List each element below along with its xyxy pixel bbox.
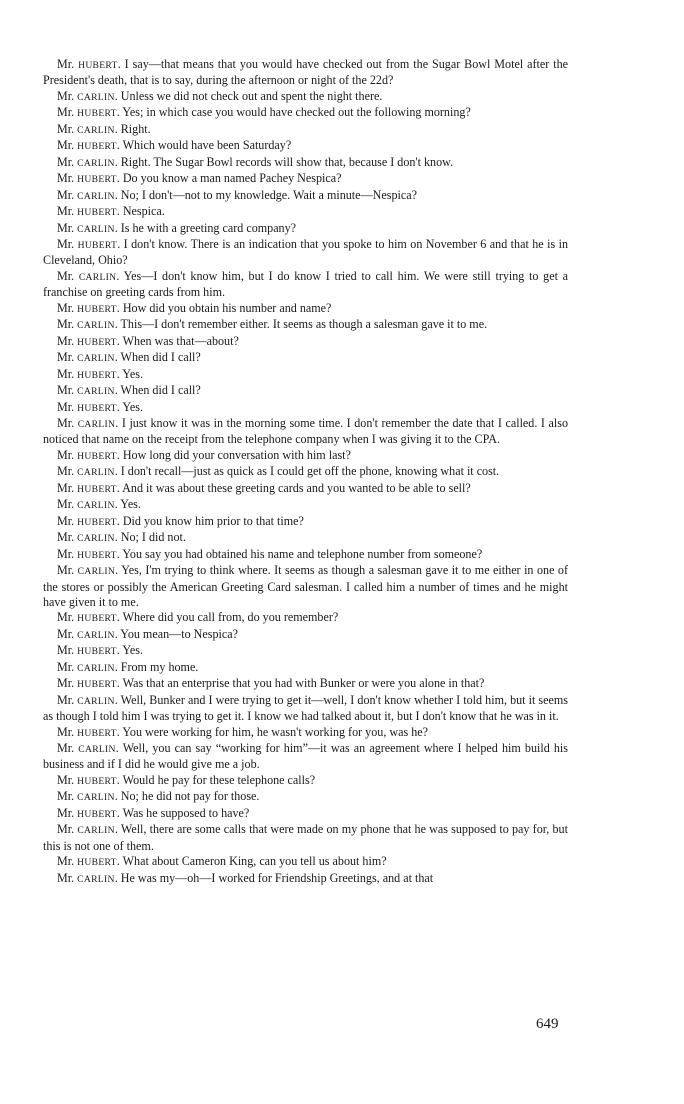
speaker-honorific: Mr. xyxy=(57,204,75,219)
speaker-name: HUBERT xyxy=(77,516,117,528)
speaker-name: HUBERT xyxy=(77,483,117,495)
testimony-text: This—I don't remember either. It seems as though a salesman gave it to me. xyxy=(120,317,488,332)
testimony-text: How did you obtain his number and name? xyxy=(122,300,332,315)
speaker-honorific: Mr. xyxy=(57,399,75,414)
speaker-honorific: Mr. xyxy=(57,220,75,235)
testimony-paragraph: Mr. CARLIN. When did I call? xyxy=(57,350,201,365)
speaker-name: CARLIN xyxy=(77,91,115,103)
speaker-name: CARLIN xyxy=(77,792,115,804)
testimony-text: No; I did not. xyxy=(120,530,186,545)
testimony-paragraph: Mr. CARLIN. Well, there are some calls that were made on my phone that he was supposed to pay for, but this is not one of them. xyxy=(43,822,568,853)
speaker-honorific: Mr. xyxy=(57,187,75,202)
testimony-paragraph: Mr. CARLIN. No; he did not pay for those. xyxy=(57,789,260,804)
testimony-paragraph: Mr. HUBERT. Did you know him prior to that time? xyxy=(57,513,304,528)
speaker-name: HUBERT xyxy=(77,646,117,658)
speaker-name: CARLIN xyxy=(77,353,115,365)
speaker-honorific: Mr. xyxy=(57,57,75,71)
testimony-paragraph: Mr. HUBERT. And it was about these greeting cards and you wanted to be able to sell? xyxy=(57,480,471,495)
testimony-text: Yes. xyxy=(122,643,144,658)
testimony-paragraph: Mr. HUBERT. Yes. xyxy=(57,366,144,381)
speaker-name: CARLIN xyxy=(77,386,115,398)
testimony-text: I just know it was in the morning some time. I don't remember the date that I called. I also noticed that name on the receipt from the telephone company when I was giving it to the CPA. xyxy=(43,415,569,447)
testimony-paragraph: Mr. CARLIN. Yes, I'm trying to think where. It seems as though a salesman gave it to me either in one of the stores or possibly the American Greeting Card salesman. I called him a number of times and he might have given it to me. xyxy=(43,563,568,609)
testimony-text: You mean—to Nespica? xyxy=(120,626,238,641)
speaker-name: CARLIN xyxy=(77,467,115,479)
speaker-name: HUBERT xyxy=(77,402,117,414)
speaker-honorific: Mr. xyxy=(57,480,75,495)
speaker-name: HUBERT xyxy=(77,450,117,462)
speaker-honorific: Mr. xyxy=(57,497,75,512)
speaker-honorific: Mr. xyxy=(57,415,75,430)
speaker-honorific: Mr. xyxy=(57,171,75,186)
testimony-text: Yes. xyxy=(122,399,144,414)
speaker-name: CARLIN xyxy=(77,190,115,202)
speaker-name: CARLIN xyxy=(77,320,115,332)
testimony-text: And it was about these greeting cards and you wanted to be able to sell? xyxy=(122,480,471,495)
testimony-paragraph: Mr. CARLIN. Yes—I don't know him, but I do know I tried to call him. We were still trying to get a franchise on greeting cards from him. xyxy=(43,268,568,300)
speaker-name: CARLIN xyxy=(77,500,115,512)
testimony-paragraph: Mr. HUBERT. When was that—about? xyxy=(57,333,239,348)
testimony-text: I say—that means that you would have checked out from the Sugar Bowl Motel after the President's death, that is to say, during the afternoon or night of the 22d? xyxy=(43,57,569,88)
speaker-honorific: Mr. xyxy=(57,447,75,462)
speaker-honorific: Mr. xyxy=(57,138,75,153)
testimony-text: Well, Bunker and I were trying to get it—well, I don't know whether I told him, but it seems as though I told him I was trying to get it. I know we had talked about it, but I don't know that he was in it. xyxy=(43,692,568,724)
speaker-honorific: Mr. xyxy=(57,741,75,756)
testimony-text: How long did your conversation with him last? xyxy=(122,447,351,462)
testimony-text: No; he did not pay for those. xyxy=(120,789,260,804)
testimony-text: You say you had obtained his name and telephone number from someone? xyxy=(122,546,483,561)
speaker-name: CARLIN xyxy=(77,695,115,707)
transcript-page xyxy=(43,57,568,887)
speaker-honorific: Mr. xyxy=(57,546,75,561)
testimony-text: Did you know him prior to that time? xyxy=(122,513,304,528)
speaker-honorific: Mr. xyxy=(57,626,75,641)
testimony-text: From my home. xyxy=(120,659,199,674)
testimony-text: Yes. xyxy=(120,497,141,512)
testimony-text: What about Cameron King, can you tell us about him? xyxy=(122,854,387,869)
testimony-paragraph: Mr. CARLIN. No; I don't—not to my knowledge. Wait a minute—Nespica? xyxy=(57,187,417,202)
testimony-paragraph: Mr. HUBERT. What about Cameron King, can you tell us about him? xyxy=(57,854,387,869)
testimony-text: Right. xyxy=(120,121,151,136)
testimony-paragraph: Mr. CARLIN. I just know it was in the morning some time. I don't remember the date that I called. I also noticed that name on the receipt from the telephone company when I was giving it to the CPA. xyxy=(43,415,569,447)
testimony-paragraph: Mr. HUBERT. Yes. xyxy=(57,643,144,658)
testimony-text: Nespica. xyxy=(122,204,165,219)
speaker-name: HUBERT xyxy=(77,369,117,381)
speaker-honorific: Mr. xyxy=(57,530,75,545)
testimony-text: Yes—I don't know him, but I do know I tried to call him. We were still trying to get a franchise on greeting cards from him. xyxy=(43,268,568,300)
testimony-paragraph: Mr. HUBERT. Which would have been Saturday? xyxy=(57,138,292,153)
testimony-paragraph: Mr. HUBERT. Nespica. xyxy=(57,204,165,219)
testimony-paragraph: Mr. CARLIN. No; I did not. xyxy=(57,530,186,545)
speaker-honorific: Mr. xyxy=(57,88,75,103)
speaker-name: HUBERT xyxy=(77,613,117,625)
speaker-name: CARLIN xyxy=(77,533,115,545)
testimony-paragraph: Mr. CARLIN. This—I don't remember either. It seems as though a salesman gave it to me. xyxy=(57,317,488,332)
speaker-name: HUBERT xyxy=(77,303,117,315)
speaker-honorific: Mr. xyxy=(57,121,75,136)
speaker-name: CARLIN xyxy=(77,223,115,235)
testimony-paragraph: Mr. HUBERT. I don't know. There is an indication that you spoke to him on November 6 and that he is in Cleveland, Ohio? xyxy=(43,236,569,268)
speaker-name: HUBERT xyxy=(77,549,117,561)
testimony-paragraph: Mr. HUBERT. You were working for him, he wasn't working for you, was he? xyxy=(57,724,428,739)
speaker-name: HUBERT xyxy=(77,808,117,820)
testimony-text: When did I call? xyxy=(120,350,201,365)
speaker-honorific: Mr. xyxy=(57,789,75,804)
testimony-paragraph: Mr. HUBERT. Would he pay for these telephone calls? xyxy=(57,772,316,787)
testimony-text: Unless we did not check out and spent the night there. xyxy=(120,88,383,103)
testimony-paragraph: Mr. CARLIN. Well, Bunker and I were trying to get it—well, I don't know whether I told him, but it seems as though I told him I was trying to get it. I know we had talked about it, but I don't know that he was in it. xyxy=(43,692,568,724)
testimony-paragraph: Mr. CARLIN. He was my—oh—I worked for Friendship Greetings, and at that xyxy=(57,870,434,885)
speaker-honorific: Mr. xyxy=(57,692,75,707)
speaker-honorific: Mr. xyxy=(57,383,75,398)
testimony-paragraph: Mr. HUBERT. Was he supposed to have? xyxy=(57,805,250,820)
testimony-transcript xyxy=(43,57,568,887)
speaker-honorific: Mr. xyxy=(57,464,75,479)
speaker-name: HUBERT xyxy=(77,141,117,153)
testimony-text: Yes. xyxy=(122,366,144,381)
testimony-paragraph: Mr. CARLIN. Yes. xyxy=(57,497,141,512)
testimony-text: He was my—oh—I worked for Friendship Greetings, and at that xyxy=(120,870,434,885)
speaker-name: HUBERT xyxy=(77,336,117,348)
speaker-honorific: Mr. xyxy=(57,822,75,837)
testimony-text: Well, you can say “working for him”—it was an agreement where I helped him build his business and if I did he would give me a job. xyxy=(43,741,568,772)
speaker-honorific: Mr. xyxy=(57,724,75,739)
testimony-text: Yes; in which case you would have checked out the following morning? xyxy=(122,105,471,120)
speaker-name: CARLIN xyxy=(77,157,115,169)
speaker-honorific: Mr. xyxy=(57,154,75,169)
speaker-honorific: Mr. xyxy=(57,805,75,820)
testimony-paragraph: Mr. HUBERT. Do you know a man named Pachey Nespica? xyxy=(57,171,342,186)
speaker-honorific: Mr. xyxy=(57,870,75,885)
speaker-honorific: Mr. xyxy=(57,300,75,315)
speaker-honorific: Mr. xyxy=(57,643,75,658)
speaker-name: HUBERT xyxy=(77,775,117,787)
speaker-name: CARLIN xyxy=(77,566,116,578)
speaker-name: HUBERT xyxy=(77,108,117,120)
testimony-paragraph: Mr. HUBERT. I say—that means that you would have checked out from the Sugar Bowl Motel after the President's death, that is to say, during the afternoon or night of the 22d? xyxy=(43,57,569,88)
testimony-paragraph: Mr. CARLIN. Well, you can say “working for him”—it was an agreement where I helped him build his business and if I did he would give me a job. xyxy=(43,741,568,772)
speaker-name: CARLIN xyxy=(77,825,115,837)
testimony-paragraph: Mr. HUBERT. How did you obtain his number and name? xyxy=(57,300,332,315)
testimony-paragraph: Mr. HUBERT. You say you had obtained his name and telephone number from someone? xyxy=(57,546,483,561)
speaker-name: HUBERT xyxy=(77,174,117,186)
speaker-honorific: Mr. xyxy=(57,659,75,674)
testimony-text: Where did you call from, do you remember? xyxy=(122,610,339,625)
testimony-paragraph: Mr. CARLIN. Unless we did not check out and spent the night there. xyxy=(57,88,383,103)
testimony-text: Do you know a man named Pachey Nespica? xyxy=(122,171,342,186)
speaker-name: CARLIN xyxy=(78,271,117,283)
speaker-honorific: Mr. xyxy=(57,350,75,365)
speaker-name: CARLIN xyxy=(78,744,116,756)
testimony-paragraph: Mr. HUBERT. Was that an enterprise that you had with Bunker or were you alone in that? xyxy=(57,676,485,691)
speaker-honorific: Mr. xyxy=(57,676,75,691)
speaker-name: CARLIN xyxy=(77,629,115,641)
speaker-honorific: Mr. xyxy=(57,513,75,528)
speaker-honorific: Mr. xyxy=(57,366,75,381)
speaker-name: HUBERT xyxy=(77,207,117,219)
speaker-name: CARLIN xyxy=(77,662,115,674)
speaker-honorific: Mr. xyxy=(57,317,75,332)
speaker-name: HUBERT xyxy=(77,679,117,691)
speaker-honorific: Mr. xyxy=(57,105,75,120)
testimony-text: No; I don't—not to my knowledge. Wait a minute—Nespica? xyxy=(120,187,417,202)
testimony-text: Was that an enterprise that you had with Bunker or were you alone in that? xyxy=(122,676,485,691)
testimony-text: Which would have been Saturday? xyxy=(122,138,292,153)
testimony-paragraph: Mr. HUBERT. Yes. xyxy=(57,399,144,414)
testimony-text: Right. The Sugar Bowl records will show that, because I don't know. xyxy=(120,154,454,169)
speaker-honorific: Mr. xyxy=(57,236,75,251)
speaker-name: CARLIN xyxy=(77,418,116,430)
speaker-honorific: Mr. xyxy=(57,854,75,869)
testimony-paragraph: Mr. CARLIN. From my home. xyxy=(57,659,199,674)
page-number: 649 xyxy=(536,1016,559,1032)
testimony-text: Is he with a greeting card company? xyxy=(120,220,297,235)
testimony-paragraph: Mr. HUBERT. Where did you call from, do you remember? xyxy=(57,610,339,625)
testimony-text: I don't recall—just as quick as I could get off the phone, knowing what it cost. xyxy=(120,464,500,479)
testimony-text: When did I call? xyxy=(120,383,201,398)
testimony-paragraph: Mr. CARLIN. Right. The Sugar Bowl records will show that, because I don't know. xyxy=(57,154,454,169)
speaker-name: HUBERT xyxy=(77,239,118,251)
speaker-honorific: Mr. xyxy=(57,268,75,283)
testimony-paragraph: Mr. CARLIN. I don't recall—just as quick as I could get off the phone, knowing what it cost. xyxy=(57,464,500,479)
testimony-text: Was he supposed to have? xyxy=(122,805,250,820)
speaker-name: HUBERT xyxy=(78,60,118,71)
speaker-name: HUBERT xyxy=(77,727,117,739)
testimony-paragraph: Mr. CARLIN. When did I call? xyxy=(57,383,201,398)
speaker-honorific: Mr. xyxy=(57,333,75,348)
testimony-paragraph: Mr. CARLIN. Is he with a greeting card company? xyxy=(57,220,297,235)
testimony-text: I don't know. There is an indication that you spoke to him on November 6 and that he is in Cleveland, Ohio? xyxy=(43,236,569,268)
speaker-name: CARLIN xyxy=(77,124,115,136)
testimony-text: You were working for him, he wasn't working for you, was he? xyxy=(122,724,428,739)
testimony-text: When was that—about? xyxy=(122,333,239,348)
testimony-text: Yes, I'm trying to think where. It seems as though a salesman gave it to me either in one of the stores or possibly the American Greeting Card salesman. I called him a number of times and he might have given it to me. xyxy=(43,563,568,609)
testimony-text: Would he pay for these telephone calls? xyxy=(122,772,316,787)
testimony-paragraph: Mr. HUBERT. How long did your conversation with him last? xyxy=(57,447,351,462)
speaker-honorific: Mr. xyxy=(57,610,75,625)
speaker-name: CARLIN xyxy=(77,873,115,885)
testimony-paragraph: Mr. CARLIN. Right. xyxy=(57,121,151,136)
speaker-name: HUBERT xyxy=(77,857,117,869)
testimony-paragraph: Mr. HUBERT. Yes; in which case you would have checked out the following morning? xyxy=(57,105,471,120)
testimony-paragraph: Mr. CARLIN. You mean—to Nespica? xyxy=(57,626,238,641)
speaker-honorific: Mr. xyxy=(57,563,75,578)
testimony-text: Well, there are some calls that were made on my phone that he was supposed to pay for, but this is not one of them. xyxy=(43,822,568,853)
speaker-honorific: Mr. xyxy=(57,772,75,787)
